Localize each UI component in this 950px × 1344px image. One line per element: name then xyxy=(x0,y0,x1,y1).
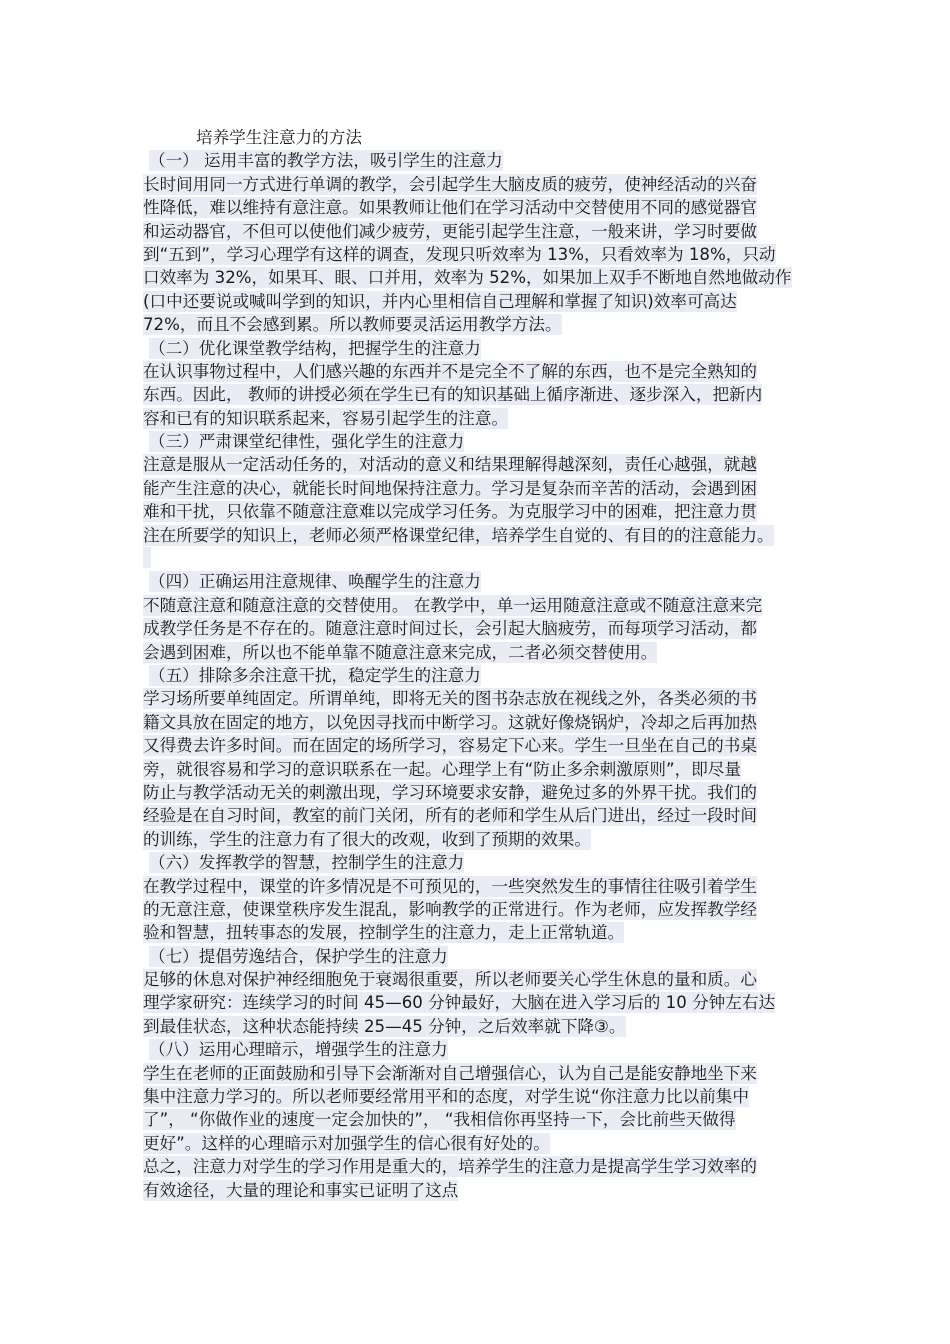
paragraph-line xyxy=(143,1132,803,1155)
paragraph-line xyxy=(143,173,803,196)
paragraph-line-text: 72%，而且不会感到累。所以教师要灵活运用教学方法。 xyxy=(143,315,562,335)
paragraph-line-text: 会遇到困难，所以也不能单靠不随意注意来完成，二者必须交替使用。 xyxy=(143,642,658,662)
section-heading xyxy=(143,337,803,360)
paragraph-line-text: 的无意注意，使课堂秩序发生混乱，影响教学的正常进行。作为老师，应发挥教学经 xyxy=(143,899,757,919)
section-heading xyxy=(143,851,803,874)
paragraph-line-text: 难和干扰，只依靠不随意注意难以完成学习任务。为克服学习中的困难，把注意力贯 xyxy=(143,502,757,522)
paragraph-line-text: 成教学任务是不存在的。随意注意时间过长，会引起大脑疲劳，而每项学习活动，都 xyxy=(143,619,757,639)
section-heading-text: （六）发挥教学的智慧，控制学生的注意力 xyxy=(149,853,465,873)
document-title-text: 培养学生注意力的方法 xyxy=(196,128,362,147)
conclusion-line xyxy=(143,1179,803,1202)
paragraph-line xyxy=(143,1108,803,1131)
paragraph-line xyxy=(143,383,803,406)
paragraph-line-text: 更好”。这样的心理暗示对加强学生的信心很有好处的。 xyxy=(143,1133,550,1153)
paragraph-line-text: 性降低，难以维持有意注意。如果教师让他们在学习活动中交替使用不同的感觉器官 xyxy=(143,198,757,218)
paragraph-line-text: 集中注意力学习的。所以老师要经常用平和的态度，对学生说“你注意力比以前集中 xyxy=(143,1087,749,1107)
paragraph-line xyxy=(143,524,803,547)
paragraph-line-text: 能产生注意的决心，就能长时间地保持注意力。学习是复杂而辛苦的活动，会遇到困 xyxy=(143,478,757,498)
paragraph-line-text: 理学家研究：连续学习的时间 45—60 分钟最好，大脑在进入学习后的 10 分钟左右达 xyxy=(143,993,776,1013)
paragraph-line xyxy=(143,290,803,313)
paragraph-line-text: 在认识事物过程中，人们感兴趣的东西并不是完全不了解的东西，也不是完全熟知的 xyxy=(143,361,757,381)
paragraph-line-text: 不随意注意和随意注意的交替使用。 在教学中，单一运用随意注意或不随意注意来完 xyxy=(143,595,763,615)
section-heading-text: （八）运用心理暗示，增强学生的注意力 xyxy=(149,1040,448,1060)
paragraph-line xyxy=(143,407,803,430)
paragraph-line-text: 注在所要学的知识上，老师必须严格课堂纪律，培养学生自觉的、有目的的注意能力。 xyxy=(143,525,774,545)
section-heading-text: （二）优化课堂教学结构，把握学生的注意力 xyxy=(149,338,481,358)
paragraph-line-text: 在教学过程中，课堂的许多情况是不可预见的，一些突然发生的事情往往吸引着学生 xyxy=(143,876,757,896)
paragraph-line xyxy=(143,1085,803,1108)
paragraph-line xyxy=(143,991,803,1014)
section-heading xyxy=(143,570,803,593)
paragraph-line-text: 和运动器官，不但可以使他们减少疲劳，更能引起学生注意，一般来讲，学习时要做 xyxy=(143,221,757,241)
conclusion-line-text: 有效途径，大量的理论和事实已证明了这点 xyxy=(143,1180,459,1200)
paragraph-line-text: 防止与教学活动无关的刺激出现，学习环境要求安静，避免过多的外界干扰。我们的 xyxy=(143,782,757,802)
paragraph-line xyxy=(143,1062,803,1085)
paragraph-line xyxy=(143,500,803,523)
paragraph-line xyxy=(143,687,803,710)
section-heading xyxy=(143,1038,803,1061)
section-heading xyxy=(143,430,803,453)
paragraph-line-text: 到“五到”，学习心理学有这样的调查，发现只听效率为 13%，只看效率为 18%，只动 xyxy=(143,244,776,264)
conclusion-line-text: 总之，注意力对学生的学习作用是重大的，培养学生的注意力是提高学生学习效率的 xyxy=(143,1157,757,1177)
section-heading-text: （七）提倡劳逸结合，保护学生的注意力 xyxy=(149,946,448,966)
paragraph-line xyxy=(143,781,803,804)
paragraph-line xyxy=(143,875,803,898)
document-body xyxy=(143,126,803,1202)
paragraph-line-text: 足够的休息对保护神经细胞免于衰竭很重要，所以老师要关心学生休息的量和质。心 xyxy=(143,970,757,990)
paragraph-line-text: 又得费去许多时间。而在固定的场所学习，容易定下心来。学生一旦坐在自己的书桌 xyxy=(143,736,757,756)
paragraph-line xyxy=(143,804,803,827)
section-heading xyxy=(143,945,803,968)
paragraph-line-text: 学生在老师的正面鼓励和引导下会渐渐对自己增强信心，认为自己是能安静地坐下来 xyxy=(143,1063,757,1083)
paragraph-line xyxy=(143,220,803,243)
section-heading-text: （三）严肃课堂纪律性，强化学生的注意力 xyxy=(149,432,465,452)
paragraph-line xyxy=(143,968,803,991)
paragraph-line xyxy=(143,360,803,383)
paragraph-line-text: 经验是在自习时间，教室的前门关闭，所有的老师和学生从后门进出，经过一段时间 xyxy=(143,806,757,826)
paragraph-line-text: 到最佳状态，这种状态能持续 25—45 分钟，之后效率就下降③。 xyxy=(143,1016,626,1036)
paragraph-line xyxy=(143,243,803,266)
paragraph-line xyxy=(143,734,803,757)
conclusion-line xyxy=(143,1155,803,1178)
paragraph-line xyxy=(143,898,803,921)
document-title xyxy=(143,126,803,149)
section-heading-text: （五）排除多余注意干扰，稳定学生的注意力 xyxy=(149,665,481,685)
paragraph-line-text: 学习场所要单纯固定。所谓单纯，即将无关的图书杂志放在视线之外，各类必须的书 xyxy=(143,689,757,709)
paragraph-line xyxy=(143,921,803,944)
paragraph-line xyxy=(143,711,803,734)
paragraph-line xyxy=(143,594,803,617)
paragraph-line-text: 了”， “你做作业的速度一定会加快的”， “我相信你再坚持一下，会比前些天做得 xyxy=(143,1110,736,1130)
paragraph-line-text: 东西。因此， 教师的讲授必须在学生已有的知识基础上循序渐进、逐步深入，把新内 xyxy=(143,385,763,405)
section-heading xyxy=(143,149,803,172)
paragraph-line xyxy=(143,196,803,219)
section-heading-text: （一） 运用丰富的教学方法，吸引学生的注意力 xyxy=(149,151,503,171)
paragraph-line xyxy=(143,828,803,851)
paragraph-line xyxy=(143,758,803,781)
paragraph-line-text: 注意是服从一定活动任务的，对活动的意义和结果理解得越深刻，责任心越强，就越 xyxy=(143,455,757,475)
paragraph-line-text: 长时间用同一方式进行单调的教学，会引起学生大脑皮质的疲劳，使神经活动的兴奋 xyxy=(143,174,757,194)
paragraph-line xyxy=(143,1015,803,1038)
paragraph-line-text: 籍文具放在固定的地方，以免因寻找而中断学习。这就好像烧锅炉，冷却之后再加热 xyxy=(143,712,757,732)
paragraph-line xyxy=(143,266,803,289)
paragraph-line-text: (口中还要说或喊叫学到的知识，并内心里相信自己理解和掌握了知识)效率可高达 xyxy=(143,291,737,311)
blank-line-mark xyxy=(143,547,151,568)
paragraph-line xyxy=(143,453,803,476)
paragraph-line-text: 的训练，学生的注意力有了很大的改观，收到了预期的效果。 xyxy=(143,829,592,849)
paragraph-line xyxy=(143,641,803,664)
paragraph-line-text: 容和已有的知识联系起来，容易引起学生的注意。 xyxy=(143,408,509,428)
section-heading-text: （四）正确运用注意规律、唤醒学生的注意力 xyxy=(149,572,481,592)
paragraph-line xyxy=(143,313,803,336)
paragraph-line xyxy=(143,477,803,500)
paragraph-line-text: 口效率为 32%，如果耳、眼、口并用，效率为 52%，如果加上双手不断地自然地做动作 xyxy=(143,268,792,288)
section-heading xyxy=(143,664,803,687)
blank-line xyxy=(143,547,803,570)
paragraph-line-text: 验和智慧，扭转事态的发展，控制学生的注意力，走上正常轨道。 xyxy=(143,923,625,943)
paragraph-line xyxy=(143,617,803,640)
paragraph-line-text: 旁，就很容易和学习的意识联系在一起。心理学上有“防止多余刺激原则”，即尽量 xyxy=(143,759,741,779)
